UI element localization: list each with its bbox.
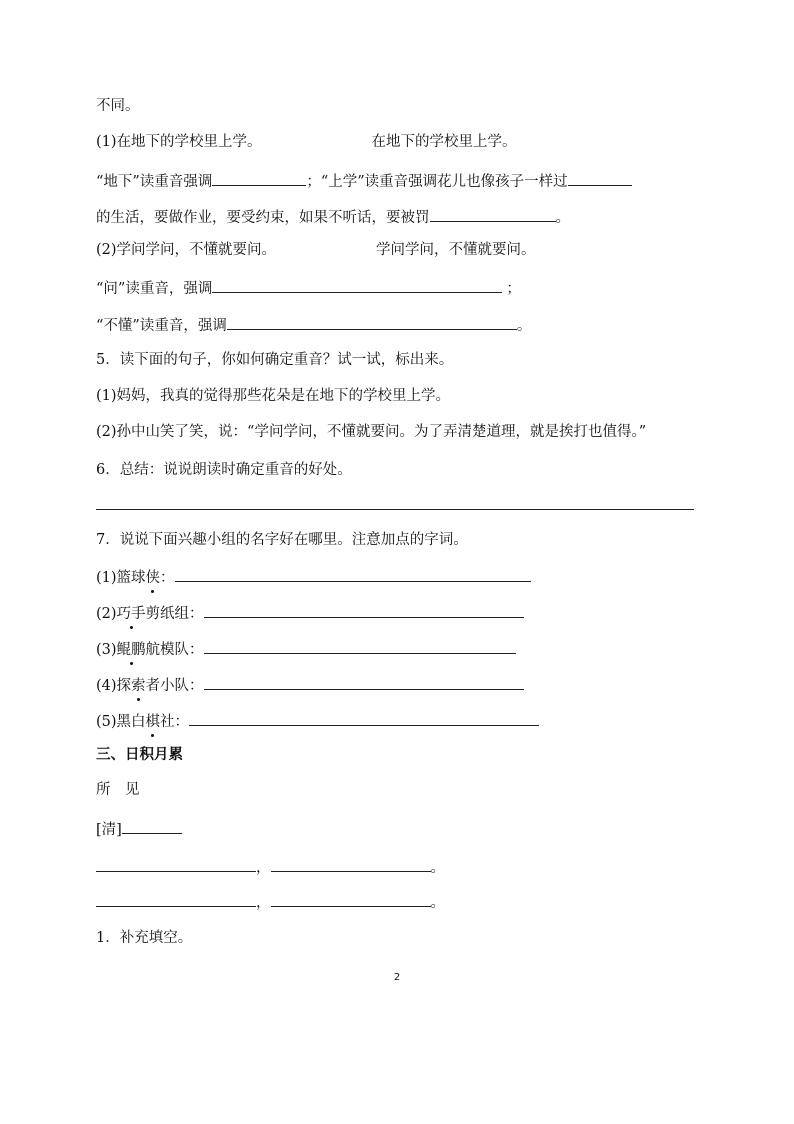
- dynasty: [清]: [96, 822, 122, 838]
- fill-line: [96, 206, 570, 228]
- label: 小队：: [160, 678, 204, 694]
- dotted-word: 鲲鹏: [116, 642, 146, 658]
- label: (1)篮球: [96, 570, 146, 586]
- answer-blank[interactable]: [175, 566, 531, 582]
- example-text: 在地下的学校里上学。: [371, 134, 517, 150]
- fill-line: [96, 277, 521, 299]
- sentence-2: (2)孙中山笑了笑，说：“学问学问，不懂就要问。为了弄清楚道理，就是挨打也值得。”: [96, 424, 647, 440]
- label: 剪纸组：: [145, 606, 204, 622]
- dotted-word: 棋: [145, 714, 161, 730]
- fill-line: [96, 314, 531, 336]
- label: (2): [96, 606, 117, 622]
- text: ；: [506, 281, 521, 297]
- label: 社：: [160, 714, 190, 730]
- text: ；“上学”读重音强调花儿也像孩子一样过: [306, 174, 568, 190]
- example-line: [96, 132, 517, 152]
- sentence-1: (1)妈妈，我真的觉得那些花朵是在地下的学校里上学。: [96, 388, 451, 404]
- example-text: (1)在地下的学校里上学。: [96, 134, 262, 150]
- punct: 。: [430, 860, 445, 876]
- answer-blank[interactable]: [227, 314, 517, 330]
- label: (4): [96, 678, 117, 694]
- answer-line[interactable]: [96, 509, 694, 510]
- label: 航模队：: [145, 642, 204, 658]
- group-item-1: [96, 566, 531, 588]
- label: ：: [160, 570, 175, 586]
- answer-blank[interactable]: [204, 674, 524, 690]
- group-item-5: [96, 710, 539, 732]
- answer-blank[interactable]: [204, 638, 516, 654]
- example-line: [96, 240, 536, 260]
- punct: 。: [430, 895, 445, 911]
- dotted-word: 探索者: [116, 678, 161, 694]
- text: 。: [555, 210, 570, 226]
- poem-line-1: [96, 856, 445, 878]
- punct: ，: [256, 895, 271, 911]
- question-5: 5．读下面的句子，你如何确定重音？试一试，标出来。: [96, 352, 454, 368]
- answer-blank[interactable]: [204, 602, 524, 618]
- answer-blank[interactable]: [568, 170, 632, 186]
- example-text: (2)学问学问，不懂就要问。: [96, 242, 277, 258]
- author-blank[interactable]: [122, 818, 182, 834]
- fill-line: [96, 170, 632, 192]
- text-line: 不同。: [96, 98, 140, 114]
- section-heading: 三、日积月累: [96, 746, 183, 763]
- answer-blank[interactable]: [212, 277, 502, 293]
- question-6: 6．总结：说说朗读时确定重音的好处。: [96, 462, 352, 478]
- punct: ，: [256, 860, 271, 876]
- group-item-3: [96, 638, 516, 660]
- example-text: 学问学问，不懂就要问。: [376, 242, 536, 258]
- group-item-2: [96, 602, 524, 624]
- answer-blank[interactable]: [430, 206, 556, 222]
- question-1: 1．补充填空。: [96, 930, 193, 946]
- label: (5)黑白: [96, 714, 146, 730]
- poem-line-2: [96, 891, 445, 913]
- text: “问”读重音，强调: [96, 281, 213, 297]
- dotted-word: 巧手: [116, 606, 146, 622]
- group-item-4: [96, 674, 524, 696]
- answer-blank[interactable]: [189, 710, 539, 726]
- question-7: 7．说说下面兴趣小组的名字好在哪里。注意加点的字词。: [96, 532, 468, 548]
- poem-blank[interactable]: [96, 891, 256, 907]
- poem-author-line: [96, 818, 182, 840]
- answer-blank[interactable]: [212, 170, 306, 186]
- poem-blank[interactable]: [271, 891, 431, 907]
- text: 的生活，要做作业，要受约束，如果不听话，要被罚: [96, 210, 430, 226]
- page-number: 2: [393, 972, 401, 983]
- text: “不懂”读重音，强调: [96, 318, 227, 334]
- poem-blank[interactable]: [271, 856, 431, 872]
- label: (3): [96, 642, 117, 658]
- text: 。: [516, 318, 532, 334]
- poem-title: 所 见: [96, 782, 140, 798]
- dotted-word: 侠: [145, 570, 161, 586]
- poem-blank[interactable]: [96, 856, 256, 872]
- text: “地下”读重音强调: [96, 174, 213, 190]
